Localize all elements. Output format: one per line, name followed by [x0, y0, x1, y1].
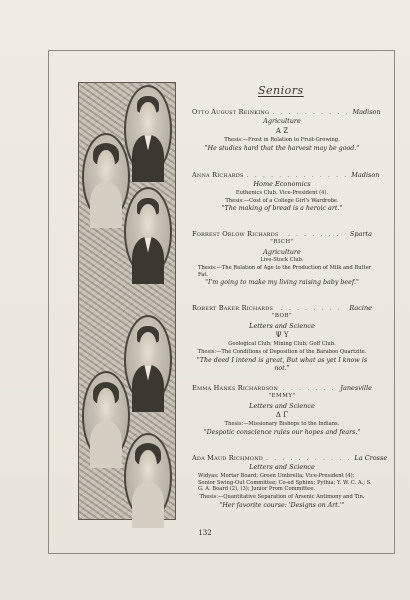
- quote: "The making of bread is a heroic art.": [221, 205, 343, 213]
- activity-line: Widyas; Mortar Board; Green Umbrella; Vice-President (4); Senior Swing-Out Committee; Co-ed Sphinx; Pythia; Y. W. C. A.; S. G. A. Board (2), (3); Junior Prom Committee.: [198, 472, 372, 493]
- entry-anna-richards: Anna Richards . . . . . . . . . . . . . Madison Home Economics Euthenics Club. Vice-President (4). Thesis:—Cost of a College Girl's Wardrobe. "The making of bread is a heroic art.": [192, 171, 380, 213]
- student-name: Ada Maud Richmond: [192, 454, 263, 462]
- course: Letters and Science: [249, 401, 315, 410]
- hometown: La Crosse: [354, 454, 388, 462]
- entry-ada-richmond: Ada Maud Richmond . . . . . . . . . . . La Crosse Letters and Science Widyas; Mortar Board; Green Umbrella; Vice-President (4); Senior Swing-Out Committee; Co-ed Sphinx; Pythia; Y. W. C. A.; S. G. A. Board (2), (3); Junior Prom Committee. Thesis:—Quantitative Separation of Arsenic Antimony and Tin. "Her favorite course: 'Designs on Art.'": [192, 454, 388, 509]
- portrait-robert-richards: [124, 315, 172, 405]
- quote: "Her favorite course: 'Designs on Art.'": [219, 501, 345, 509]
- activity-line: Thesis:—The Conditions of Deposition of the Baraboo Quartzite.: [197, 348, 367, 355]
- greek-letters: A Z: [275, 126, 289, 135]
- course: Agriculture: [263, 247, 301, 256]
- student-name: Emma Hanks Richardson: [192, 384, 279, 392]
- hometown: Racine: [349, 304, 372, 312]
- greek-letters: Ψ Υ: [275, 331, 289, 340]
- hometown: Sparta: [349, 230, 372, 238]
- portrait-emma-richardson: [82, 371, 130, 461]
- hometown: Janesville: [340, 384, 372, 392]
- student-name: Anna Richards: [192, 171, 244, 179]
- activity-line: Thesis:—Missionary Bishops to the Indians.: [224, 421, 340, 428]
- section-header: Seniors: [258, 84, 304, 97]
- hometown: Madison: [352, 108, 381, 116]
- activity-line: Live-Stock Club.: [260, 257, 304, 264]
- course: Letters and Science: [249, 321, 315, 330]
- activity-line: Euthenics Club. Vice-President (4).: [235, 189, 329, 196]
- activity-line: Thesis:—The Relation of Age to the Production of Milk and Butter Fat.: [198, 264, 372, 278]
- portrait-forrest-richards: [124, 187, 172, 277]
- activity-line: Thesis:—Frost in Relation to Fruit-Growing.: [224, 136, 340, 143]
- quote: "Despotic conscience rules our hopes and fears.": [203, 428, 361, 436]
- student-name: Forrest Orlow Richards: [192, 230, 279, 238]
- entry-robert-richards: Robert Baker Richards . . . . . . . . Racine "BOB" Letters and Science Ψ Υ Geological Club; Mining Club; Golf Club. Thesis:—The Conditions of Deposition of the Baraboo Quartzite. "The deed I intend is great, But what as yet I know is not.": [192, 304, 372, 372]
- quote: "The deed I intend is great, But what as yet I know is not.": [196, 356, 368, 372]
- entry-reinking: Otto August Reinking . . . . . . . . . . Madison Agriculture A Z Thesis:—Frost in Relation to Fruit-Growing. "He studies hard that the harvest may be good.": [192, 108, 381, 152]
- course: Home Economics: [253, 180, 311, 189]
- quote: "I'm going to make my living raising baby beef.": [205, 279, 359, 287]
- activity-line: Geological Club; Mining Club; Golf Club.: [228, 341, 336, 348]
- quote: "He studies hard that the harvest may be good.": [204, 144, 360, 152]
- portrait-anna-richards: [82, 133, 130, 221]
- greek-letters: Δ Γ: [275, 411, 289, 420]
- nickname: "RICH": [270, 239, 294, 246]
- entry-emma-richardson: Emma Hanks Richardson . . . . . . . Janesville "EMMY" Letters and Science Δ Γ Thesis:—Missionary Bishops to the Indians. "Despotic conscience rules our hopes and fears.": [192, 384, 372, 436]
- portrait-ada-richmond: [124, 433, 172, 521]
- portrait-reinking: [124, 85, 172, 175]
- activity-line: Thesis:—Quantitative Separation of Arsenic Antimony and Tin.: [199, 494, 365, 501]
- student-name: Otto August Reinking: [192, 108, 270, 116]
- course: Letters and Science: [249, 463, 315, 472]
- nickname: "BOB": [271, 313, 293, 320]
- hometown: Madison: [351, 171, 380, 179]
- portrait-panel: [78, 82, 176, 520]
- activity-line: Thesis:—Cost of a College Girl's Wardrobe.: [225, 197, 339, 204]
- nickname: "EMMY": [268, 393, 296, 400]
- student-name: Robert Baker Richards: [192, 304, 274, 312]
- course: Agriculture: [263, 117, 301, 126]
- entry-forrest-richards: Forrest Orlow Richards . . . . . . . Sparta "RICH" Agriculture Live-Stock Club. Thesis:—The Relation of Age to the Production of Milk and Butter Fat. "I'm going to make my living raising baby beef.": [192, 230, 372, 287]
- page-number: 132: [198, 529, 212, 537]
